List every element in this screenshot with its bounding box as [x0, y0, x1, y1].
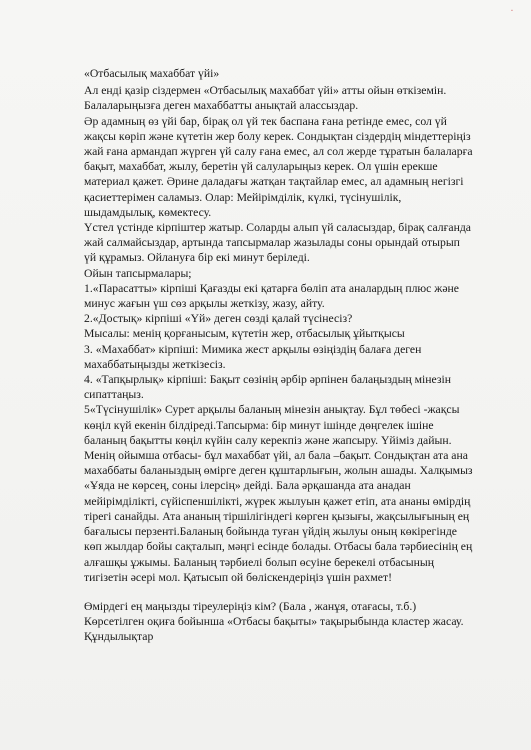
text-line-15: минус жағын үш сөз арқылы жеткізу, жазу, айту. [84, 297, 325, 311]
text-line-13: Ойын тапсырмалары; [84, 266, 192, 280]
footer-line-2: Көрсетілген оқиға бойынша «Отбасы бақыты» тақырыбында кластер жасау. [84, 615, 464, 629]
footer-line-3: Құндылықтар [84, 630, 154, 644]
corner-mark: . [510, 3, 514, 14]
text-line-28: мейірімділікті, сүйіспеншілікті, жүрек жылуын қажет етіп, ата ананы өмірдің [84, 494, 471, 508]
text-line-17: Мысалы: менің қорғанысым, күтетін жер, отбасылық ұйытқысы [84, 327, 405, 341]
document-title: «Отбасылық махаббат үйі» [84, 67, 220, 80]
text-line-32: алғашқы ұжымы. Баланың тәрбиелі болып өсуіне берекелі отбасының [84, 555, 435, 569]
text-line-19: махаббатыңызды жеткізесіз. [84, 357, 226, 371]
footer-line-1: Өмірдегі ең маңызды тіреулеріңіз кім? (Бала , жанұя, отағасы, т.б.) [84, 599, 417, 613]
text-line-4: жақсы көріп және күтетін жер болу керек. Сондықтан сіздердің міндеттеріңіз [84, 129, 471, 143]
text-line-14: 1.«Парасатты» кірпіші Қағазды екі қатарға бөліп ата аналардың плюс және [84, 281, 459, 295]
text-line-16: 2.«Достық» кірпіші «Үй» деген сөзді қалай түсінесіз? [84, 312, 353, 326]
text-line-26: махаббаты баланыздың өміргe деген құштарлығын, жолын ашады. Халқымыз [84, 464, 473, 478]
text-line-18: 3. «Махаббат» кірпіші: Мимика жест арқылы өзіңіздің балаға деген [84, 342, 422, 356]
text-line-23: көңіл күй екенін білдіреді.Тапсырма: бір минут ішінде дөңгелек ішіне [84, 418, 434, 432]
text-line-21: сипаттаңыз. [84, 388, 144, 402]
main-text-block [84, 83, 504, 585]
text-line-11: жай салмайсыздар, артында тапсырмалар жазылады соны орындай отырып [84, 236, 460, 250]
text-line-1: Ал енді қазір сіздермен «Отбасылық махаббат үйі» атты ойын өткіземін. [84, 84, 447, 98]
text-line-31: көп жылдар бойы сақталып, мәңгі есінде болады. Отбасы бала тәрбиесінің ең [84, 540, 473, 554]
text-line-12: үй құрамыз. Ойлануға бір екі минут беріледі. [84, 251, 310, 265]
text-line-8: қасиеттерімен саламыз. Олар: Мейірімділік, күлкі, түсінушілік, [84, 190, 402, 204]
text-line-25: Менің ойымша отбасы- бұл махаббат үйі, ал бала –бақыт. Сондықтан ата ана [84, 449, 468, 463]
footer-text-block [84, 599, 504, 645]
text-line-27: «Ұяда не көрсең, соны ілерсің» дейді. Бала әрқашанда ата анадан [84, 479, 411, 493]
text-line-5: жай ғана армандап жүрген үй салу ғана емес, ал сол жерде тұратын балаларға [84, 145, 473, 159]
text-line-30: бағалысы перзенті.Баланың бойында туған үйдің жылуы оның көкірегінде [84, 525, 457, 539]
text-line-2: Балаларыңызға деген махаббатты анықтай алассыздар. [84, 99, 359, 113]
text-line-9: шыдамдылық, көмектесу. [84, 205, 212, 219]
text-line-10: Үстел үстінде кірпіштер жатыр. Соларды алып үй саласыздар, бірақ салғанда [84, 221, 471, 235]
text-line-20: 4. «Тапқырлық» кірпіші: Бақыт сөзінің әрбір әрпінен балаңыздың мінезін [84, 373, 451, 387]
text-line-22: 5«Түсінушілік» Сурет арқылы баланың мінезін анықтау. Бұл төбесі -жақсы [84, 403, 460, 417]
text-line-3: Әр адамның өз үйі бар, бірақ ол үй тек баспана ғана ретінде емес, сол үй [84, 114, 447, 128]
text-line-24: баланың бақытты көңіл күйін салу керекпіз және жапсыру. Үйіміз дайын. [84, 433, 452, 447]
document-content [84, 66, 504, 645]
text-line-6: бақыт, махаббат, жылу, беретін үй салуларыңыз керек. Ол үшін ерекше [84, 160, 438, 174]
text-line-33: тигізетін әсері мол. Қатысып ой бөліскендеріңіз үшін рахмет! [84, 570, 392, 584]
text-line-29: тірегі санайды. Ата ананың тіршілігіндегі көрген қызығы, жақсылығының ең [84, 509, 470, 523]
text-line-7: материал қажет. Әрине даладағы жатқан тақтайлар емес, ал адамның негізгі [84, 175, 464, 189]
section-gap [84, 585, 504, 599]
